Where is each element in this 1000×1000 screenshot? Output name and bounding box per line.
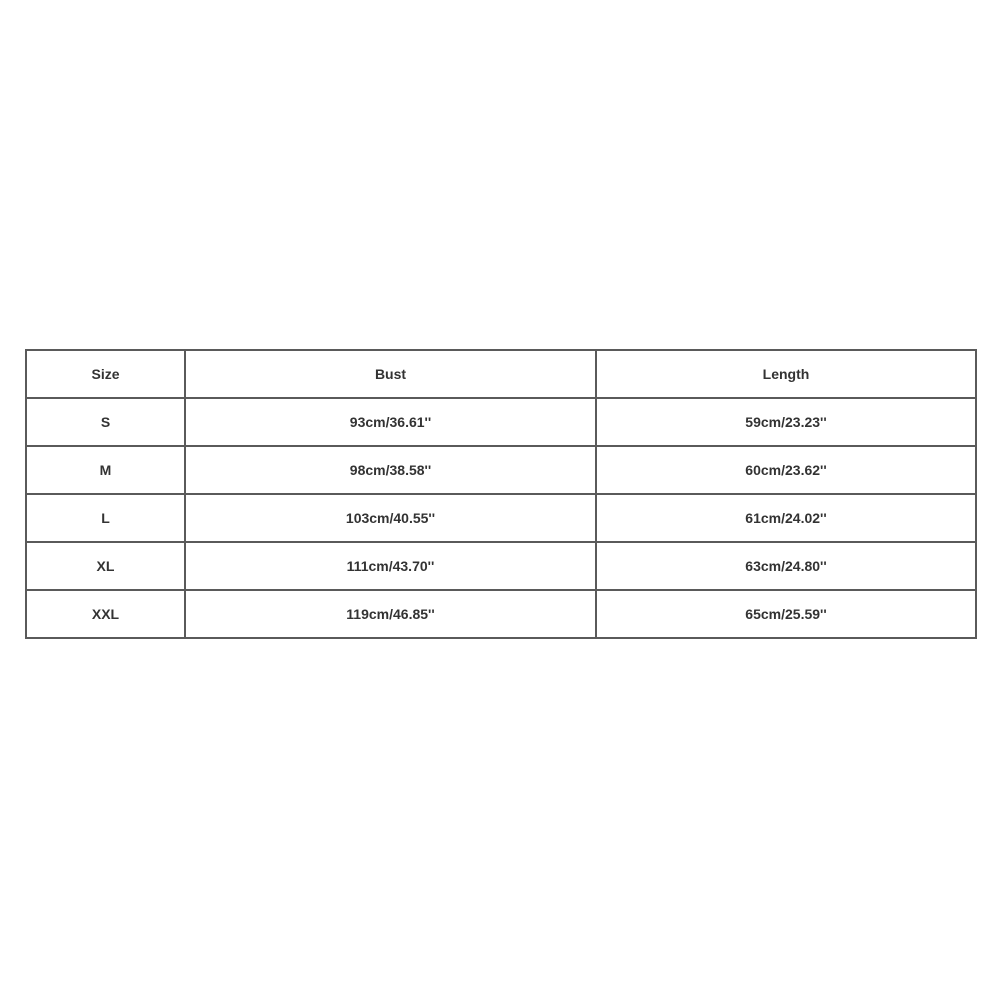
table-row bbox=[26, 446, 976, 494]
table-row bbox=[26, 590, 976, 638]
length-cell: 61cm/24.02'' bbox=[596, 494, 976, 542]
bust-cell: 93cm/36.61'' bbox=[185, 398, 596, 446]
table-row bbox=[26, 494, 976, 542]
length-cell: 63cm/24.80'' bbox=[596, 542, 976, 590]
size-cell: XXL bbox=[26, 590, 185, 638]
length-cell: 59cm/23.23'' bbox=[596, 398, 976, 446]
bust-cell: 119cm/46.85'' bbox=[185, 590, 596, 638]
header-bust: Bust bbox=[185, 350, 596, 398]
table-row bbox=[26, 542, 976, 590]
size-chart-table bbox=[25, 349, 977, 639]
bust-cell: 103cm/40.55'' bbox=[185, 494, 596, 542]
size-cell: S bbox=[26, 398, 185, 446]
header-length: Length bbox=[596, 350, 976, 398]
length-cell: 65cm/25.59'' bbox=[596, 590, 976, 638]
table-row bbox=[26, 398, 976, 446]
length-cell: 60cm/23.62'' bbox=[596, 446, 976, 494]
size-cell: M bbox=[26, 446, 185, 494]
table-body bbox=[26, 398, 976, 638]
bust-cell: 111cm/43.70'' bbox=[185, 542, 596, 590]
header-row bbox=[26, 350, 976, 398]
header-size: Size bbox=[26, 350, 185, 398]
size-cell: L bbox=[26, 494, 185, 542]
bust-cell: 98cm/38.58'' bbox=[185, 446, 596, 494]
size-cell: XL bbox=[26, 542, 185, 590]
table-header bbox=[26, 350, 976, 398]
